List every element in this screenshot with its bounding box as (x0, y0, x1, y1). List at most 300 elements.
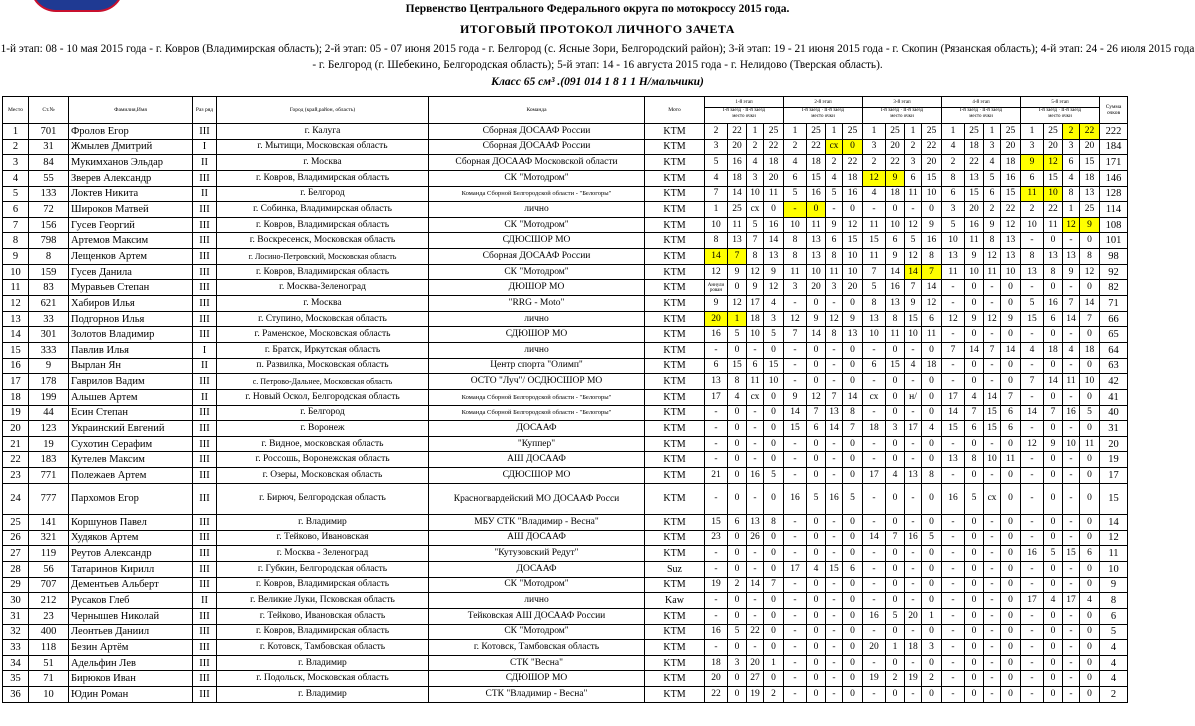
place-cell: 35 (3, 671, 29, 687)
result-cell: 0 (807, 202, 826, 218)
result-cell: 16 (1063, 405, 1080, 421)
result-cell: 8 (1044, 264, 1063, 280)
result-cell: 13 (807, 233, 826, 249)
result-cell: 13 (1063, 249, 1080, 265)
result-cell: - (784, 342, 807, 358)
result-cell: 3 (826, 280, 843, 296)
result-cell: 9 (965, 311, 984, 327)
result-cell: 14 (965, 342, 984, 358)
result-cell: 0 (922, 483, 942, 514)
result-cell: 20 (1080, 139, 1100, 155)
total-cell: 82 (1100, 280, 1128, 296)
result-cell: - (705, 608, 728, 624)
col-place: Место (3, 97, 29, 124)
total-cell: 184 (1100, 139, 1128, 155)
name-cell: Леонтьев Даниил (69, 624, 193, 640)
rank-cell: III (193, 640, 217, 656)
result-cell: 0 (1080, 452, 1100, 468)
moto-cell: Kaw (645, 593, 705, 609)
result-cell: - (1063, 608, 1080, 624)
result-cell: 0 (1044, 655, 1063, 671)
result-cell: 0 (843, 530, 863, 546)
result-cell: 11 (728, 217, 747, 233)
result-cell: 3 (784, 280, 807, 296)
result-cell: 0 (1001, 593, 1021, 609)
result-cell: 9 (1021, 155, 1044, 171)
result-cell: 0 (728, 640, 747, 656)
result-cell: 0 (922, 389, 942, 405)
result-cell: 13 (807, 249, 826, 265)
result-cell: - (984, 296, 1001, 312)
result-cell: 8 (1080, 249, 1100, 265)
result-cell: 11 (886, 327, 905, 343)
result-cell: 14 (728, 186, 747, 202)
result-cell: 18 (1080, 170, 1100, 186)
result-cell: 0 (1044, 515, 1063, 531)
result-cell: 16 (705, 624, 728, 640)
total-cell: 222 (1100, 124, 1128, 140)
name-cell: Жмылев Дмитрий (69, 139, 193, 155)
total-cell: 4 (1100, 655, 1128, 671)
stages-description: 1-й этап: 08 - 10 мая 2015 года - г. Ковров (Владимирская область); 2-й этап: 05 - 07 июня 2015 года - г. Белгород (с. Ясные Зори, Белгородский район); 3-й этап: 19 - 21 июня 2015 года - г. Скопин (Рязанская область); 4-й этап: 24 - 26 июля 2015 года - г. Белгород (г. Шебекино, Белгородская область); 5-й этап: 14 - 16 августа 2015 года - г. Нелидово (Тверская область). (0, 43, 1195, 71)
rank-cell: II (193, 155, 217, 171)
place-cell: 11 (3, 280, 29, 296)
total-cell: 12 (1100, 530, 1128, 546)
city-cell: г. Ступино, Московская область (217, 311, 429, 327)
result-cell: 3 (905, 155, 922, 171)
number-cell: 123 (29, 421, 69, 437)
place-cell: 7 (3, 217, 29, 233)
table-row (3, 640, 1128, 656)
rank-cell: III (193, 202, 217, 218)
result-cell: 0 (728, 468, 747, 484)
result-cell: 0 (922, 202, 942, 218)
place-cell: 6 (3, 202, 29, 218)
result-cell: 0 (843, 593, 863, 609)
result-cell: 8 (965, 452, 984, 468)
result-cell: - (1063, 687, 1080, 703)
result-cell: 0 (1001, 624, 1021, 640)
result-cell: - (863, 342, 886, 358)
result-cell: 5 (984, 170, 1001, 186)
team-cell: СДЮСШОР МО (429, 468, 645, 484)
result-cell: - (905, 374, 922, 390)
result-cell: - (1063, 468, 1080, 484)
result-cell: 0 (965, 593, 984, 609)
result-cell: 0 (843, 202, 863, 218)
result-cell: - (905, 452, 922, 468)
name-cell: Есин Степан (69, 405, 193, 421)
result-cell: 11 (863, 217, 886, 233)
name-cell: Гусев Георгий (69, 217, 193, 233)
result-cell: 18 (807, 155, 826, 171)
result-cell: 16 (807, 186, 826, 202)
result-cell: 0 (728, 546, 747, 562)
place-cell: 4 (3, 170, 29, 186)
result-cell: 9 (886, 170, 905, 186)
result-cell: - (705, 546, 728, 562)
result-cell: 12 (1021, 436, 1044, 452)
city-cell: г. Москва (217, 155, 429, 171)
result-cell: 7 (1063, 296, 1080, 312)
result-cell: 0 (1001, 468, 1021, 484)
result-cell: 20 (843, 280, 863, 296)
team-cell: "RRG - Moto" (429, 296, 645, 312)
total-cell: 9 (1100, 577, 1128, 593)
result-cell: - (905, 515, 922, 531)
result-cell: 0 (1080, 483, 1100, 514)
result-cell: 10 (764, 374, 784, 390)
result-cell: 22 (886, 155, 905, 171)
result-cell: 9 (843, 311, 863, 327)
result-cell: 6 (1044, 311, 1063, 327)
result-cell: 5 (1044, 546, 1063, 562)
result-cell: - (784, 624, 807, 640)
result-cell: 2 (747, 139, 764, 155)
result-cell: 4 (764, 296, 784, 312)
team-cell: Центр спорта "Олимп" (429, 358, 645, 374)
place-cell: 27 (3, 546, 29, 562)
moto-cell: KTM (645, 530, 705, 546)
result-cell: 2 (728, 577, 747, 593)
place-cell: 33 (3, 640, 29, 656)
result-cell: 13 (886, 296, 905, 312)
number-cell: 199 (29, 389, 69, 405)
result-cell: 0 (728, 436, 747, 452)
result-cell: 4 (905, 358, 922, 374)
result-cell: - (1021, 327, 1044, 343)
result-cell: сх (863, 389, 886, 405)
result-cell: - (826, 671, 843, 687)
result-cell: - (747, 436, 764, 452)
result-cell: - (784, 468, 807, 484)
result-cell: 4 (1021, 342, 1044, 358)
result-cell: - (984, 468, 1001, 484)
result-cell: 1 (984, 124, 1001, 140)
result-cell: - (1063, 671, 1080, 687)
table-row (3, 170, 1128, 186)
result-cell: 26 (747, 530, 764, 546)
result-cell: - (863, 561, 886, 577)
result-cell: 0 (965, 546, 984, 562)
result-cell: 15 (1080, 155, 1100, 171)
result-cell: - (1021, 624, 1044, 640)
name-cell: Юдин Роман (69, 687, 193, 703)
result-cell: 0 (1044, 358, 1063, 374)
total-cell: 14 (1100, 515, 1128, 531)
result-cell: - (1021, 655, 1044, 671)
result-cell: 12 (863, 170, 886, 186)
name-cell: Украинский Евгений (69, 421, 193, 437)
result-cell: - (784, 202, 807, 218)
result-cell: 3 (764, 311, 784, 327)
result-cell: - (826, 452, 843, 468)
result-cell: 0 (886, 436, 905, 452)
result-cell: 0 (1044, 421, 1063, 437)
moto-cell: KTM (645, 483, 705, 514)
result-cell: 20 (922, 155, 942, 171)
result-cell: 18 (1080, 342, 1100, 358)
table-row (3, 577, 1128, 593)
place-cell: 10 (3, 264, 29, 280)
place-cell: 8 (3, 233, 29, 249)
total-cell: 101 (1100, 233, 1128, 249)
result-cell: 2 (886, 671, 905, 687)
result-cell: - (984, 436, 1001, 452)
result-cell: - (826, 530, 843, 546)
result-cell: 0 (1044, 452, 1063, 468)
team-cell: Сборная ДОСААФ России (429, 124, 645, 140)
total-cell: 2 (1100, 687, 1128, 703)
result-cell: 0 (1080, 280, 1100, 296)
result-cell: 5 (728, 327, 747, 343)
total-cell: 171 (1100, 155, 1128, 171)
total-cell: 98 (1100, 249, 1128, 265)
result-cell: 15 (984, 421, 1001, 437)
team-cell: Сборная ДОСААФ Московской области (429, 155, 645, 171)
result-cell: 2 (984, 202, 1001, 218)
name-cell: Пархомов Егор (69, 483, 193, 514)
result-cell: - (905, 342, 922, 358)
number-cell: 400 (29, 624, 69, 640)
city-cell: г. Белгород (217, 186, 429, 202)
result-cell: 11 (905, 186, 922, 202)
result-cell: 8 (922, 468, 942, 484)
col-city: Город (край,район, область) (217, 97, 429, 124)
result-cell: 0 (1080, 624, 1100, 640)
result-cell: 0 (1080, 515, 1100, 531)
moto-cell: KTM (645, 405, 705, 421)
rank-cell: III (193, 655, 217, 671)
result-cell: 0 (1080, 608, 1100, 624)
result-cell: 16 (728, 155, 747, 171)
result-cell: 0 (1044, 327, 1063, 343)
team-cell: Сборная ДОСААФ России (429, 249, 645, 265)
team-cell: Команда Сборной Белгородской области - "Белогоры" (429, 186, 645, 202)
result-cell: 9 (764, 264, 784, 280)
result-cell: 5 (784, 186, 807, 202)
result-cell: 17 (905, 421, 922, 437)
result-cell: 0 (886, 342, 905, 358)
result-cell: 3 (747, 170, 764, 186)
table-row (3, 233, 1128, 249)
result-cell: 13 (942, 249, 965, 265)
moto-cell: KTM (645, 389, 705, 405)
result-cell: 0 (1044, 640, 1063, 656)
result-cell: 19 (705, 577, 728, 593)
result-cell: 4 (886, 468, 905, 484)
result-cell: 0 (807, 546, 826, 562)
result-cell: 7 (784, 327, 807, 343)
result-cell: - (747, 342, 764, 358)
total-cell: 17 (1100, 468, 1128, 484)
result-cell: 23 (705, 530, 728, 546)
result-cell: 0 (764, 561, 784, 577)
result-cell: - (1021, 577, 1044, 593)
result-cell: 16 (764, 217, 784, 233)
result-cell: 1 (826, 124, 843, 140)
total-cell: 65 (1100, 327, 1128, 343)
result-cell: 4 (984, 155, 1001, 171)
name-cell: Реутов Александр (69, 546, 193, 562)
result-cell: - (747, 546, 764, 562)
name-cell: Дементьев Альберт (69, 577, 193, 593)
result-cell: 0 (843, 515, 863, 531)
moto-cell: KTM (645, 124, 705, 140)
result-cell: 0 (1001, 640, 1021, 656)
result-cell: 0 (886, 624, 905, 640)
result-cell: 0 (843, 436, 863, 452)
result-cell: - (826, 358, 843, 374)
table-row (3, 327, 1128, 343)
moto-cell: KTM (645, 624, 705, 640)
moto-cell: KTM (645, 170, 705, 186)
result-cell: - (826, 593, 843, 609)
result-cell: 7 (1001, 389, 1021, 405)
number-cell: 212 (29, 593, 69, 609)
result-cell: - (784, 546, 807, 562)
result-cell: 16 (965, 217, 984, 233)
result-cell: 6 (728, 515, 747, 531)
result-cell: 22 (728, 124, 747, 140)
rank-cell: III (193, 280, 217, 296)
number-cell: 71 (29, 671, 69, 687)
result-cell: - (784, 593, 807, 609)
place-cell: 30 (3, 593, 29, 609)
rank-cell: III (193, 608, 217, 624)
result-cell: 4 (965, 389, 984, 405)
result-cell: 12 (807, 389, 826, 405)
moto-cell: KTM (645, 608, 705, 624)
result-cell: 0 (1001, 546, 1021, 562)
result-cell: 15 (826, 561, 843, 577)
result-cell: - (905, 593, 922, 609)
moto-cell: KTM (645, 577, 705, 593)
result-cell: 0 (764, 671, 784, 687)
result-cell: 14 (984, 389, 1001, 405)
result-cell: 9 (1001, 311, 1021, 327)
result-cell: - (942, 358, 965, 374)
result-cell: 9 (1044, 436, 1063, 452)
result-cell: - (1063, 233, 1080, 249)
result-cell: 11 (826, 264, 843, 280)
result-cell: 0 (1001, 436, 1021, 452)
result-cell: - (942, 687, 965, 703)
result-cell: 0 (1080, 468, 1100, 484)
team-cell: СК "Мотодром" (429, 170, 645, 186)
result-cell: 15 (886, 358, 905, 374)
result-cell: - (942, 593, 965, 609)
table-row (3, 124, 1128, 140)
city-cell: г. Великие Луки, Псковская область (217, 593, 429, 609)
result-cell: 25 (764, 124, 784, 140)
place-cell: 31 (3, 608, 29, 624)
result-cell: 11 (784, 264, 807, 280)
number-cell: 798 (29, 233, 69, 249)
result-cell: 20 (1044, 139, 1063, 155)
result-cell: 0 (728, 687, 747, 703)
place-cell: 19 (3, 405, 29, 421)
result-cell: 20 (764, 170, 784, 186)
result-cell: 0 (843, 452, 863, 468)
number-cell: 118 (29, 640, 69, 656)
result-cell: 6 (922, 311, 942, 327)
result-cell: 0 (1080, 655, 1100, 671)
result-cell: 1 (863, 124, 886, 140)
result-cell: - (826, 687, 843, 703)
moto-cell: KTM (645, 452, 705, 468)
result-cell: 0 (965, 515, 984, 531)
result-cell: 0 (922, 687, 942, 703)
result-cell: - (942, 640, 965, 656)
table-row (3, 593, 1128, 609)
result-cell: 0 (764, 530, 784, 546)
result-cell: - (942, 577, 965, 593)
total-cell: 15 (1100, 483, 1128, 514)
result-cell: 8 (705, 233, 728, 249)
result-cell: 14 (1080, 296, 1100, 312)
name-cell: Артемов Максим (69, 233, 193, 249)
result-cell: 0 (1001, 577, 1021, 593)
result-cell: - (905, 202, 922, 218)
result-cell: 0 (1044, 233, 1063, 249)
result-cell: 0 (922, 405, 942, 421)
result-cell: 25 (965, 124, 984, 140)
result-cell: - (905, 687, 922, 703)
table-row (3, 186, 1128, 202)
result-cell: 0 (764, 624, 784, 640)
result-cell: 0 (764, 483, 784, 514)
result-cell: - (905, 577, 922, 593)
result-cell: 2 (826, 155, 843, 171)
result-cell: 14 (1044, 374, 1063, 390)
result-cell: - (747, 640, 764, 656)
rank-cell: II (193, 389, 217, 405)
result-cell: - (984, 515, 1001, 531)
city-cell: г. Владимир (217, 515, 429, 531)
result-cell: 0 (1044, 530, 1063, 546)
result-cell: 0 (843, 468, 863, 484)
result-cell: 9 (747, 280, 764, 296)
result-cell: - (784, 452, 807, 468)
result-cell: 10 (784, 217, 807, 233)
result-cell: - (705, 483, 728, 514)
result-cell: 8 (826, 327, 843, 343)
number-cell: 10 (29, 687, 69, 703)
result-cell: - (1063, 640, 1080, 656)
result-cell: 3 (728, 655, 747, 671)
result-cell: 12 (747, 264, 764, 280)
result-cell: 10 (1080, 374, 1100, 390)
name-cell: Безин Артём (69, 640, 193, 656)
result-cell: 14 (905, 264, 922, 280)
result-cell: - (826, 342, 843, 358)
result-cell: 0 (1044, 468, 1063, 484)
table-row (3, 655, 1128, 671)
name-cell: Локтев Никита (69, 186, 193, 202)
rank-cell: III (193, 249, 217, 265)
result-cell: 0 (886, 483, 905, 514)
city-cell: г. Лосино-Петровский, Московская область (217, 249, 429, 265)
result-cell: 17 (705, 389, 728, 405)
team-cell: лично (429, 593, 645, 609)
city-cell: г. Тейково, Ивановская область (217, 608, 429, 624)
result-cell: - (826, 296, 843, 312)
result-cell: 4 (1063, 170, 1080, 186)
team-cell: Команда Сборной Белгородской области - "Белогоры" (429, 405, 645, 421)
result-cell: 15 (1063, 546, 1080, 562)
result-cell: 20 (728, 139, 747, 155)
